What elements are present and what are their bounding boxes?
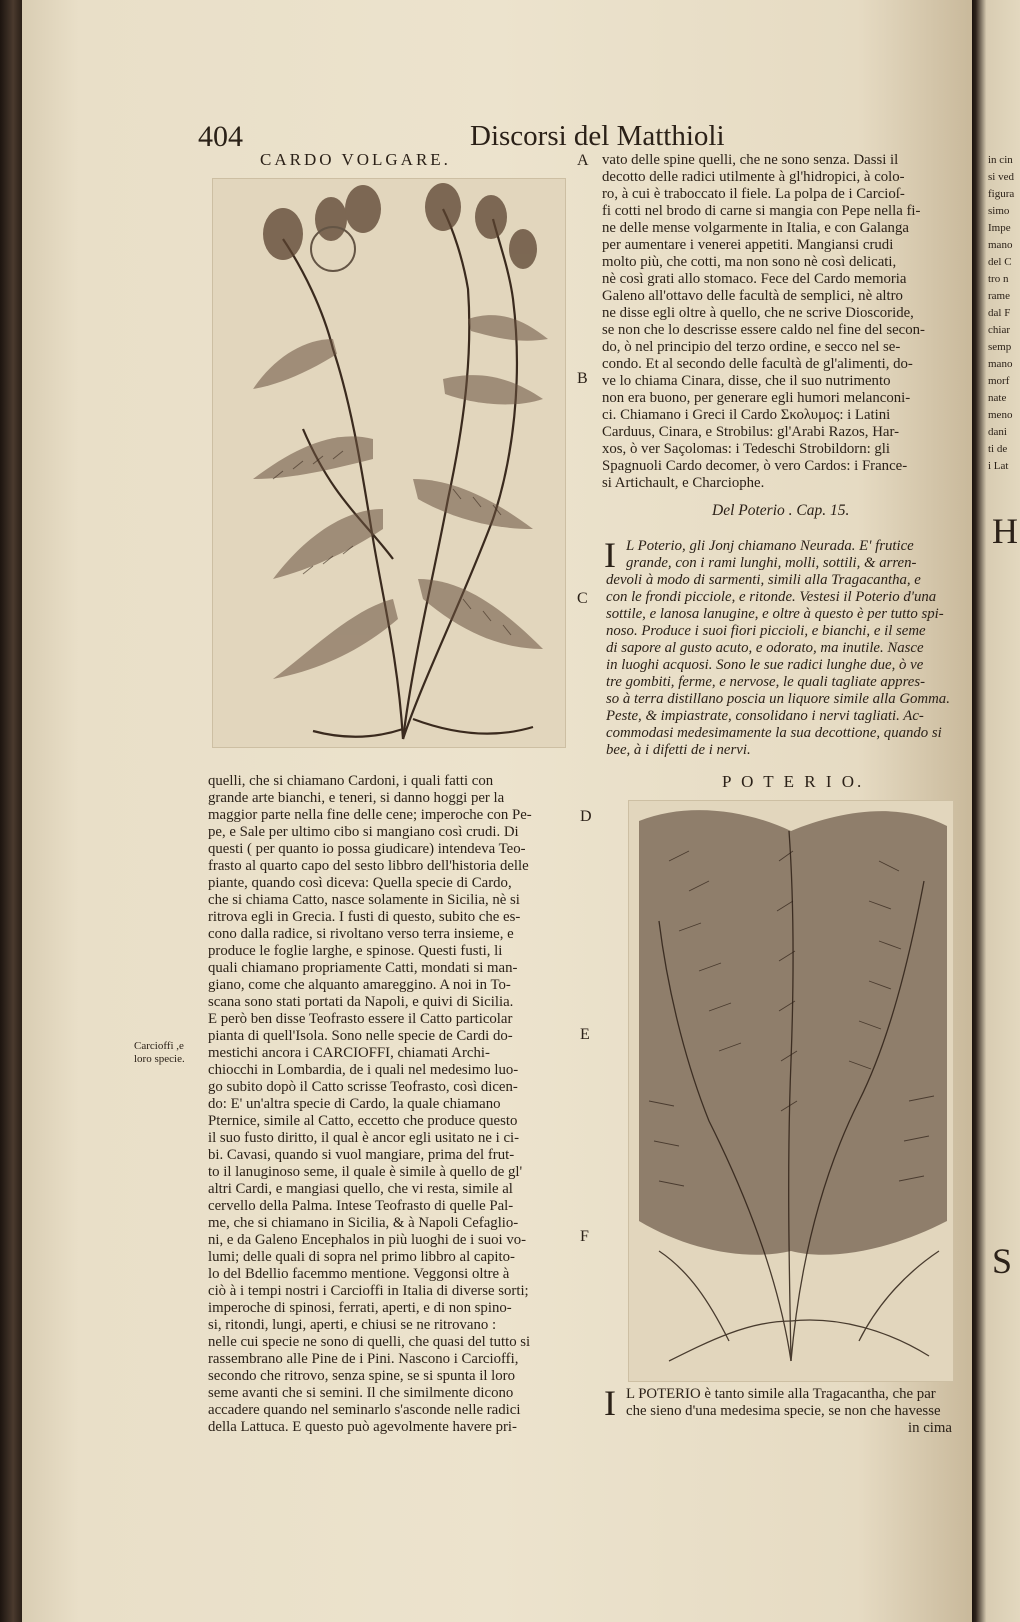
- book-spine: [0, 0, 22, 1622]
- section-marker-c: C: [577, 590, 588, 607]
- fragment: mano: [988, 239, 1013, 251]
- cardo-caption: CARDO VOLGARE.: [260, 150, 451, 169]
- text-line: devoli à modo di sarmenti, simili alla Tragacantha, e: [606, 572, 921, 588]
- fragment: in cin: [988, 154, 1013, 166]
- facing-page-initial-s: S: [992, 1241, 1013, 1281]
- text-line: bi. Cavasi, quando si vuol mangiare, prima del frut-: [208, 1147, 515, 1163]
- text-line: condo. Et al secondo delle facultà de gl'alimenti, do-: [602, 356, 913, 372]
- section-marker-a: A: [577, 152, 589, 169]
- fragment: tro n: [988, 273, 1009, 285]
- text-line: frasto al quarto capo del sesto libbro dell'historia delle: [208, 858, 529, 874]
- text-line: L POTERIO è tanto simile alla Tragacantha, che par: [626, 1386, 936, 1402]
- page-number: 404: [198, 120, 243, 153]
- text-line: scana sono stati portati da Napoli, e quivi di Sicilia.: [208, 994, 514, 1010]
- text-line: che si chiama Catto, nasce solamente in Sicilia, nè si: [208, 892, 520, 908]
- fragment: dal F: [988, 307, 1011, 319]
- text-line: go subito dopò il Catto scrisse Teofrasto, così dicen-: [208, 1079, 518, 1095]
- fragment: mano: [988, 358, 1013, 370]
- text-line: sottile, e lanosa lanugine, e oltre à questo è per tutto spi-: [606, 606, 944, 622]
- text-line: nelle cui specie ne sono di quelli, che quasi del tutto si: [208, 1334, 531, 1350]
- text-line: Galeno all'ottavo delle facultà de semplici, nè altro: [602, 288, 903, 304]
- text-line: lo del Bdellio facemmo mentione. Veggonsi oltre à: [208, 1266, 510, 1282]
- text-line: xos, ò ver Saçolomas: i Tedeschi Strobildorn: gli: [602, 441, 891, 457]
- text-line: ritrova egli in Grecia. I fusti di questo, subito che es-: [208, 909, 521, 925]
- poterio-caption: P O T E R I O.: [722, 772, 865, 791]
- text-line: ciò à i tempi nostri i Carcioffi in Italia di diverse sorti;: [208, 1283, 529, 1299]
- chapter-title: Del Poterio . Cap. 15.: [712, 502, 850, 519]
- text-line: si Artichault, e Charciophe.: [602, 475, 765, 491]
- margin-note-line: loro specie.: [134, 1053, 185, 1065]
- poterio-dropcap: I: [604, 1383, 616, 1423]
- text-line: do, ò nel principio del terzo ordine, e secco nel se-: [602, 339, 901, 355]
- fragment: ti de: [988, 443, 1008, 455]
- text-line: quelli, che si chiamano Cardoni, i quali fatti con: [208, 773, 494, 789]
- text-line: maggior parte nella fine delle cene; imperoche con Pe-: [208, 807, 532, 823]
- text-line: secondo che ritrovo, senza spine, se si spunta il loro: [208, 1368, 515, 1384]
- text-line: ne delle mense volgarmente in Italia, e con Galanga: [602, 220, 909, 236]
- text-line: commodasi medesimamente la sua decottione, quando si: [606, 725, 942, 741]
- text-line: con le frondi picciole, e ritonde. Vestesi il Poterio d'una: [606, 589, 937, 605]
- text-line: E però ben disse Teofrasto essere il Catto particolar: [208, 1011, 513, 1027]
- text-line: produce le foglie larghe, e spinose. Questi fusti, li: [208, 943, 503, 959]
- fragment: nate: [988, 392, 1007, 404]
- fragment: meno: [988, 409, 1013, 421]
- facing-page-fragments: [988, 152, 1020, 475]
- text-line: Spagnuoli Cardo decomer, ò vero Cardos: i France-: [602, 458, 908, 474]
- chapter-body-text: [606, 572, 952, 759]
- text-line: seme avanti che si semini. Il che similmente dicono: [208, 1385, 514, 1401]
- chapter-body-lines-1-2: [626, 538, 952, 572]
- running-title: Discorsi del Matthioli: [470, 120, 725, 152]
- fragment: Impe: [988, 222, 1011, 234]
- left-page: [22, 0, 972, 1622]
- text-line: Pternice, simile al Catto, eccetto che produce questo: [208, 1113, 518, 1129]
- fragment: chiar: [988, 324, 1010, 336]
- text-line: decotto delle radici utilmente à gl'hidropici, à colo-: [602, 169, 905, 185]
- fragment: rame: [988, 290, 1010, 302]
- poterio-woodcut-illustration: [628, 800, 954, 1382]
- text-line: Peste, & impiastrate, consolidano i nervi tagliati. Ac-: [606, 708, 924, 724]
- text-line: che sieno d'una medesima specie, se non che havesse: [626, 1403, 941, 1419]
- text-line: per aumentare i venerei appetiti. Mangiansi crudi: [602, 237, 894, 253]
- text-line: grande, con i rami lunghi, molli, sottili, & arren-: [626, 555, 917, 571]
- text-line: della Lattuca. E questo può agevolmente havere pri-: [208, 1419, 517, 1435]
- text-line: to il lanuginoso seme, il quale è simile à quello de gl': [208, 1164, 523, 1180]
- text-line: si, ritondi, lungi, aperti, e chiusi se ne ritrovano :: [208, 1317, 497, 1333]
- fragment: morf: [988, 375, 1010, 387]
- section-marker-e: E: [580, 1026, 590, 1043]
- text-line: quali chiamano propriamente Catti, mondati si man-: [208, 960, 518, 976]
- cardo-woodcut-illustration: [212, 178, 566, 748]
- text-line: L Poterio, gli Jonj chiamano Neurada. E' frutice: [626, 538, 914, 554]
- text-line: grande arte bianchi, e teneri, si danno hoggi per la: [208, 790, 505, 806]
- text-line: nè così grati allo stomaco. Fece del Cardo memoria: [602, 271, 907, 287]
- text-line: noso. Produce i suoi fiori piccioli, e bianchi, e il seme: [606, 623, 926, 639]
- text-line: bee, à i difetti de i nervi.: [606, 742, 751, 758]
- text-line: cono dalla radice, si rivoltano verso terra insieme, e: [208, 926, 514, 942]
- text-line: pianta di quell'Isola. Sono nelle specie de Cardi do-: [208, 1028, 513, 1044]
- text-line: lumi; delle quali di sopra nel primo libbro al capito-: [208, 1249, 515, 1265]
- text-line: ne disse egli oltre à quello, che ne scrive Dioscoride,: [602, 305, 914, 321]
- text-line: molto più, che cotti, ma non sono nè così delicati,: [602, 254, 897, 270]
- text-line: tre gombiti, ferme, e nervose, le quali tagliate appres-: [606, 674, 926, 690]
- text-line: cervello della Palma. Intese Teofrasto di quelle Pal-: [208, 1198, 514, 1214]
- text-line: pe, e Sale per ultimo cibo si mangiano così crudi. Di: [208, 824, 519, 840]
- text-line: accadere quando nel seminarlo s'asconde nelle radici: [208, 1402, 521, 1418]
- fragment: si ved: [988, 171, 1014, 183]
- text-line: rassembrano alle Pine de i Pini. Nascono i Carcioffi,: [208, 1351, 519, 1367]
- thistle-drawing: [213, 179, 565, 747]
- margin-note: [134, 1040, 185, 1066]
- text-line: questi ( per quanto io possa giudicare) intendeva Teo-: [208, 841, 526, 857]
- text-line: non era buono, per generare egli humori melanconi-: [602, 390, 911, 406]
- fragment: semp: [988, 341, 1012, 353]
- poterio-description-text: [626, 1386, 952, 1437]
- text-line: in cima: [908, 1420, 952, 1436]
- fragment: simo: [988, 205, 1010, 217]
- chapter-dropcap: I: [604, 535, 616, 575]
- text-line: se non che lo descrisse essere caldo nel fine del secon-: [602, 322, 925, 338]
- text-line: do: E' un'altra specie di Cardo, la quale chiamano: [208, 1096, 501, 1112]
- text-line: me, che si chiamano in Sicilia, & à Napoli Cefaglio-: [208, 1215, 519, 1231]
- fragment: dani: [988, 426, 1007, 438]
- text-line: fi cotti nel brodo di carne si mangia con Pepe nella fi-: [602, 203, 921, 219]
- text-line: chiocchi in Lombardia, de i quali nel medesimo luo-: [208, 1062, 519, 1078]
- text-line: di sapore al gusto acuto, e odorato, ma inutile. Nasce: [606, 640, 924, 656]
- text-line: altri Cardi, e mangiasi quello, che vi resta, simile al: [208, 1181, 513, 1197]
- text-line: piante, quando così diceva: Quella specie di Cardo,: [208, 875, 512, 891]
- text-line: vato delle spine quelli, che ne sono senza. Dassi il: [602, 152, 899, 168]
- text-line: il suo fusto diritto, il qual è ancor egli usitato ne i ci-: [208, 1130, 520, 1146]
- fragment: i Lat: [988, 460, 1009, 472]
- facing-page-initial-h: H: [992, 511, 1018, 551]
- fragment: figura: [988, 188, 1015, 200]
- text-line: ro, à cui è traboccato il fiele. La polpa de i Carcioſ-: [602, 186, 905, 202]
- text-line: imperoche di spinosi, ferrati, aperti, e di non spino-: [208, 1300, 512, 1316]
- text-line: Carduus, Cinara, e Strobilus: gl'Arabi Razos, Har-: [602, 424, 900, 440]
- left-column-text: [208, 773, 592, 1436]
- margin-note-line: Carcioffi ,e: [134, 1040, 184, 1052]
- text-line: ni, e da Galeno Encephalos in più luoghi de i suoi vo-: [208, 1232, 527, 1248]
- section-marker-d: D: [580, 808, 592, 825]
- text-line: ci. Chiamano i Greci il Cardo Σκολυμος: i Latini: [602, 407, 891, 423]
- text-line: mestichi ancora i CARCIOFFI, chiamati Archi-: [208, 1045, 490, 1061]
- fragment: del C: [988, 256, 1012, 268]
- text-line: ve lo chiama Cinara, disse, che il suo nutrimento: [602, 373, 891, 389]
- section-marker-b: B: [577, 370, 588, 387]
- text-line: giano, come che alquanto amareggino. A noi in To-: [208, 977, 511, 993]
- text-line: so à terra distillano poscia un liquore simile alla Gomma.: [606, 691, 950, 707]
- section-marker-f: F: [580, 1228, 589, 1245]
- facing-page-edge: [972, 0, 1020, 1622]
- right-column-text: [602, 152, 952, 492]
- text-line: in luoghi acquosi. Sono le sue radici lunghe due, ò ve: [606, 657, 924, 673]
- shrub-drawing: [629, 801, 953, 1381]
